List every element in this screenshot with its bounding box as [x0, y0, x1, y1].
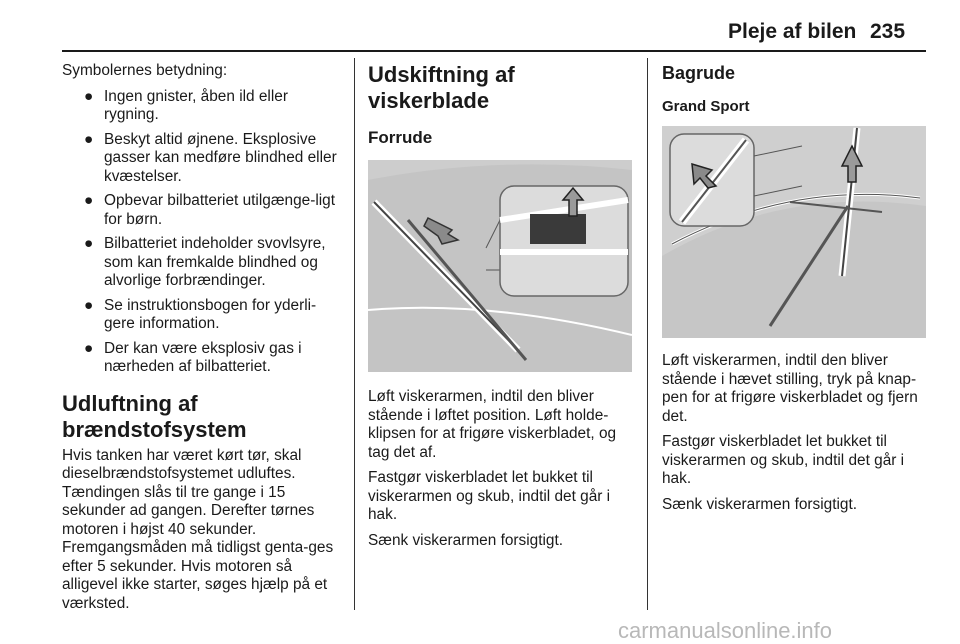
section-heading-wiper-blades: Udskiftning af viskerblade: [368, 62, 515, 113]
front-wiper-instructions: [368, 388, 634, 550]
column-divider-1: [354, 58, 355, 610]
column-left: [62, 62, 346, 613]
list-item: [62, 235, 346, 291]
instruction-paragraph: Sænk viskerarmen forsigtigt.: [368, 531, 564, 549]
heading-line-2: brændstofsystem: [62, 416, 247, 442]
rear-wiper-illustration: [662, 126, 926, 338]
bullet-icon: ●: [84, 87, 94, 105]
bullet-icon: ●: [84, 235, 94, 252]
header-divider: [62, 50, 926, 52]
list-item: [62, 131, 346, 187]
symbols-list: [62, 88, 346, 377]
bullet-icon: ●: [84, 192, 94, 209]
rear-wiper-instructions: [662, 352, 926, 514]
bullet-icon: ●: [84, 296, 94, 314]
front-wiper-illustration: [368, 160, 632, 372]
list-item-text: Bilbatteriet indeholder svovlsyre, som kan fremkalde blindhed og alvorlige forbrændinger.: [104, 235, 326, 289]
page-section-title: Pleje af bilen: [728, 20, 857, 43]
list-item-text: Ingen gnister, åben ild eller rygning.: [104, 87, 288, 123]
list-item: [62, 192, 346, 229]
column-divider-2: [647, 58, 648, 610]
column-right: [662, 62, 926, 521]
instruction-paragraph: Løft viskerarmen, indtil den bliver stående i løftet position. Løft holde-klipsen for at frigøre viskerbladet, og tag det af.: [368, 388, 617, 461]
list-item-text: Beskyt altid øjnene. Eksplosive gasser kan medføre blindhed eller kvæstelser.: [104, 130, 337, 185]
instruction-paragraph: Sænk viskerarmen forsigtigt.: [662, 495, 858, 513]
list-item-text: Der kan være eksplosiv gas i nærheden af bilbatteriet.: [104, 339, 302, 375]
subheading-windscreen: Forrude: [368, 128, 433, 147]
instruction-paragraph: Fastgør viskerbladet let bukket til viskerarmen og skub, indtil det går i hak.: [662, 433, 905, 487]
page-number: 235: [870, 20, 906, 43]
column-middle: [368, 62, 634, 557]
section-heading-rear-window: Bagrude: [662, 63, 736, 83]
list-item-text: Opbevar bilbatteriet utilgænge-ligt for børn.: [104, 192, 335, 228]
front-wiper-drawing: [368, 160, 632, 372]
bullet-icon: ●: [84, 339, 94, 357]
instruction-paragraph: Fastgør viskerbladet let bukket til viskerarmen og skub, indtil det går i hak.: [368, 469, 611, 523]
section-heading-fuel-system: [62, 391, 346, 443]
rear-wiper-drawing: [662, 126, 926, 338]
instruction-paragraph: Løft viskerarmen, indtil den bliver stående i hævet stilling, tryk på knap-pen for at frigøre viskerbladet og fjern det.: [662, 352, 918, 425]
subheading-grand-sport: Grand Sport: [662, 98, 750, 115]
list-item-text: Se instruktionsbogen for yderli-gere information.: [104, 296, 317, 332]
watermark-text: carmanualsonline.info: [618, 618, 833, 643]
list-item: [62, 340, 346, 377]
fuel-system-body: Hvis tanken har været kørt tør, skal dieselbrændstofsystemet udluftes. Tændingen slås til tre gange i 15 sekunder ad gangen. Derefter tørnes motoren i højst 40 sekunder. Fremgangsmåden må tidligst genta-ges efter 5 sekunder. Hvis motoren så alligevel ikke starter, søges hjælp på et værksted.: [62, 446, 334, 612]
heading-line-1: Udluftning af: [62, 390, 198, 416]
list-item: [62, 88, 346, 125]
bullet-icon: ●: [84, 130, 94, 148]
symbols-intro: Symbolernes betydning:: [62, 62, 228, 79]
list-item: [62, 297, 346, 334]
